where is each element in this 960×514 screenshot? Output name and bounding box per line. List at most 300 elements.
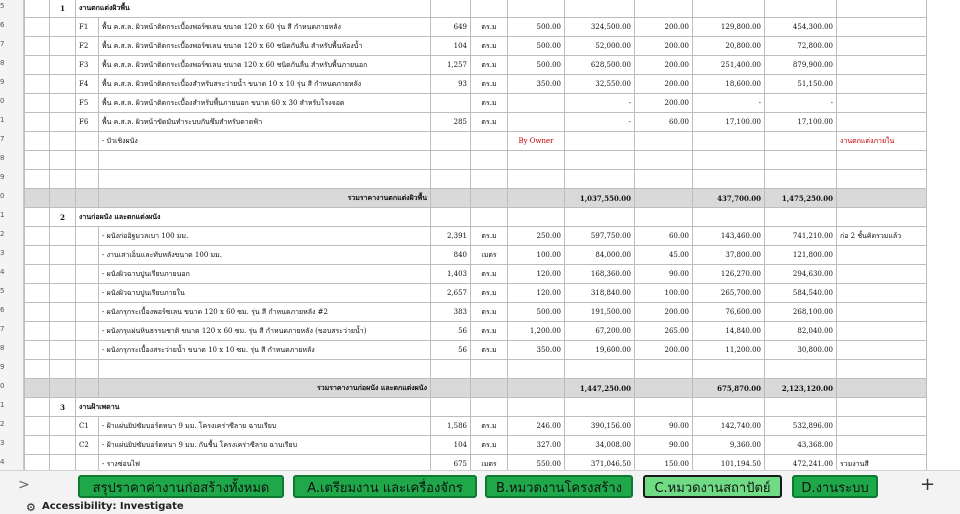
cell[interactable] xyxy=(565,0,635,18)
table-row[interactable] xyxy=(25,94,927,113)
cell[interactable] xyxy=(25,75,50,94)
cell[interactable] xyxy=(431,360,471,379)
row-number[interactable]: 9 xyxy=(0,363,5,371)
item-note[interactable] xyxy=(837,322,927,341)
item-code[interactable] xyxy=(76,284,99,303)
labor-amount[interactable]: 251,400.00 xyxy=(693,56,765,75)
cell[interactable] xyxy=(25,341,50,360)
labor-amount[interactable] xyxy=(693,132,765,151)
cell[interactable] xyxy=(25,37,50,56)
row-number[interactable]: 2 xyxy=(0,420,5,428)
item-unit[interactable]: ตร.ม xyxy=(471,18,508,37)
row-number[interactable]: 3 xyxy=(0,439,5,447)
cell[interactable] xyxy=(76,360,99,379)
accessibility-icon[interactable]: ⚙ xyxy=(26,501,36,514)
cell[interactable] xyxy=(25,436,50,455)
cell[interactable] xyxy=(50,379,76,398)
item-note[interactable] xyxy=(837,75,927,94)
labor-amount[interactable]: 17,100.00 xyxy=(693,113,765,132)
item-note[interactable] xyxy=(837,113,927,132)
material-amount[interactable]: 19,600.00 xyxy=(565,341,635,360)
cell[interactable] xyxy=(25,417,50,436)
item-quantity[interactable]: 104 xyxy=(431,37,471,56)
labor-amount[interactable]: 37,800.00 xyxy=(693,246,765,265)
item-code[interactable] xyxy=(76,132,99,151)
item-description[interactable]: - ผนังกรุกระเบื้องสระว่ายน้ำ ขนาด 10 x 10 ซม. รุ่น สี กำหนดภายหลัง xyxy=(99,341,431,360)
item-description[interactable]: พื้น ค.ส.ล. ผิวหน้าขัดมันทำระบบกันซึมสำหรับดาดฟ้า xyxy=(99,113,431,132)
material-unit-price[interactable]: 500.00 xyxy=(508,303,565,322)
cell[interactable] xyxy=(50,113,76,132)
item-quantity[interactable]: 104 xyxy=(431,436,471,455)
material-amount[interactable] xyxy=(565,132,635,151)
labor-unit-price[interactable]: 200.00 xyxy=(635,56,693,75)
summary-label[interactable]: รวมราคางานก่อผนัง และตกแต่งผนัง xyxy=(99,379,431,398)
item-total[interactable]: 82,040.00 xyxy=(765,322,837,341)
table-row[interactable] xyxy=(25,56,927,75)
material-amount[interactable]: 52,000.00 xyxy=(565,37,635,56)
item-quantity[interactable]: 2,657 xyxy=(431,284,471,303)
cell[interactable] xyxy=(508,398,565,417)
cell[interactable] xyxy=(508,379,565,398)
cell[interactable] xyxy=(635,360,693,379)
item-quantity[interactable]: 1,257 xyxy=(431,56,471,75)
cell[interactable] xyxy=(50,246,76,265)
cell[interactable] xyxy=(25,208,50,227)
material-unit-price[interactable]: By Owner xyxy=(508,132,565,151)
cell[interactable] xyxy=(25,113,50,132)
material-amount[interactable]: 32,550.00 xyxy=(565,75,635,94)
cell[interactable] xyxy=(508,208,565,227)
item-unit[interactable]: เมตร xyxy=(471,455,508,474)
cell[interactable] xyxy=(25,303,50,322)
summary-material-amount[interactable]: 1,037,550.00 xyxy=(565,189,635,208)
item-code[interactable]: C1 xyxy=(76,417,99,436)
item-unit[interactable]: ตร.ม xyxy=(471,341,508,360)
material-amount[interactable]: 191,500.00 xyxy=(565,303,635,322)
tab-structure[interactable]: B.หมวดงานโครงสร้าง xyxy=(485,475,633,498)
item-note[interactable]: ก่อ 2 ชั้นคิดรวมแล้ว xyxy=(837,227,927,246)
item-description[interactable]: พื้น ค.ส.ล. ผิวหน้าติดกระเบื้องสำหรับพื้นภายนอก ขนาด 60 x 30 สำหรับโรงจอด xyxy=(99,94,431,113)
labor-unit-price[interactable]: 60.00 xyxy=(635,227,693,246)
cell[interactable] xyxy=(99,151,431,170)
cell[interactable] xyxy=(25,265,50,284)
labor-amount[interactable]: 129,800.00 xyxy=(693,18,765,37)
table-row[interactable] xyxy=(25,360,927,379)
cell[interactable] xyxy=(50,322,76,341)
row-number[interactable]: 7 xyxy=(0,40,5,48)
item-note[interactable] xyxy=(837,94,927,113)
cell[interactable] xyxy=(635,379,693,398)
cell[interactable] xyxy=(635,170,693,189)
material-unit-price[interactable]: 500.00 xyxy=(508,18,565,37)
cell[interactable] xyxy=(76,189,99,208)
cell[interactable] xyxy=(25,398,50,417)
cell[interactable] xyxy=(635,208,693,227)
labor-amount[interactable]: 11,200.00 xyxy=(693,341,765,360)
material-amount[interactable]: 318,840.00 xyxy=(565,284,635,303)
cell[interactable] xyxy=(837,189,927,208)
summary-row[interactable] xyxy=(25,189,927,208)
row-number[interactable]: 0 xyxy=(0,192,5,200)
item-description[interactable]: - ผนังก่ออิฐมวลเบา 100 มม. xyxy=(99,227,431,246)
item-quantity[interactable] xyxy=(431,132,471,151)
item-total[interactable]: 268,100.00 xyxy=(765,303,837,322)
item-description[interactable]: - ฝ้าแผ่นยิปซัมบอร์ดหนา 9 มม. โครงเคร่าซีลาย ฉาบเรียบ xyxy=(99,417,431,436)
cell[interactable] xyxy=(25,379,50,398)
item-total[interactable]: 72,800.00 xyxy=(765,37,837,56)
item-unit[interactable] xyxy=(471,132,508,151)
material-amount[interactable]: 67,200.00 xyxy=(565,322,635,341)
labor-unit-price[interactable]: 60.00 xyxy=(635,113,693,132)
item-note[interactable]: งานตกแต่งภายใน xyxy=(837,132,927,151)
cost-table[interactable] xyxy=(24,0,927,512)
cell[interactable] xyxy=(50,436,76,455)
cell[interactable] xyxy=(99,360,431,379)
item-description[interactable]: พื้น ค.ส.ล. ผิวหน้าติดกระเบื้องสำหรับสระว่ายน้ำ ขนาด 10 x 10 รุ่น สี กำหนดภายหลัง xyxy=(99,75,431,94)
cell[interactable] xyxy=(50,75,76,94)
row-number[interactable]: 4 xyxy=(0,458,5,466)
cell[interactable] xyxy=(693,170,765,189)
cell[interactable] xyxy=(565,208,635,227)
cell[interactable] xyxy=(837,398,927,417)
labor-amount[interactable]: 142,740.00 xyxy=(693,417,765,436)
cell[interactable] xyxy=(25,189,50,208)
item-quantity[interactable]: 93 xyxy=(431,75,471,94)
table-row[interactable] xyxy=(25,284,927,303)
cell[interactable] xyxy=(837,151,927,170)
row-number[interactable]: 5 xyxy=(0,287,5,295)
cell[interactable] xyxy=(765,0,837,18)
material-unit-price[interactable]: 500.00 xyxy=(508,56,565,75)
labor-amount[interactable]: 18,600.00 xyxy=(693,75,765,94)
row-number[interactable]: 1 xyxy=(0,211,5,219)
item-total[interactable]: 294,630.00 xyxy=(765,265,837,284)
cell[interactable] xyxy=(99,170,431,189)
material-amount[interactable]: 84,000.00 xyxy=(565,246,635,265)
cell[interactable] xyxy=(25,56,50,75)
cell[interactable] xyxy=(25,170,50,189)
cell[interactable] xyxy=(25,246,50,265)
table-row[interactable] xyxy=(25,170,927,189)
cell[interactable] xyxy=(471,208,508,227)
cell[interactable] xyxy=(50,284,76,303)
row-number[interactable]: 5 xyxy=(0,2,5,10)
item-quantity[interactable]: 383 xyxy=(431,303,471,322)
material-amount[interactable]: 597,750.00 xyxy=(565,227,635,246)
labor-unit-price[interactable] xyxy=(635,132,693,151)
item-description[interactable]: - ผนังกรุกระเบื้องพอร์ซเลน ขนาด 120 x 60 ซม. รุ่น สี กำหนดภายหลัง #2 xyxy=(99,303,431,322)
cell[interactable] xyxy=(765,151,837,170)
cell[interactable] xyxy=(50,151,76,170)
item-total[interactable] xyxy=(765,132,837,151)
cell[interactable] xyxy=(50,303,76,322)
cell[interactable] xyxy=(431,379,471,398)
labor-amount[interactable]: 143,460.00 xyxy=(693,227,765,246)
table-row[interactable] xyxy=(25,132,927,151)
cell[interactable] xyxy=(837,360,927,379)
item-description[interactable]: - ผนังผิวฉาบปูนเรียบภายใน xyxy=(99,284,431,303)
table-row[interactable] xyxy=(25,246,927,265)
item-quantity[interactable]: 2,391 xyxy=(431,227,471,246)
item-note[interactable] xyxy=(837,18,927,37)
cell[interactable] xyxy=(765,398,837,417)
item-unit[interactable]: ตร.ม xyxy=(471,113,508,132)
tab-summary[interactable]: สรุปราคาค่างานก่อสร้างทั้งหมด xyxy=(78,475,284,498)
item-quantity[interactable]: 56 xyxy=(431,341,471,360)
cell[interactable] xyxy=(25,151,50,170)
item-unit[interactable]: ตร.ม xyxy=(471,322,508,341)
material-unit-price[interactable]: 100.00 xyxy=(508,246,565,265)
cell[interactable] xyxy=(25,322,50,341)
item-total[interactable]: 741,210.00 xyxy=(765,227,837,246)
labor-amount[interactable]: 14,840.00 xyxy=(693,322,765,341)
item-unit[interactable]: ตร.ม xyxy=(471,417,508,436)
item-quantity[interactable]: 675 xyxy=(431,455,471,474)
cell[interactable] xyxy=(25,0,50,18)
table-row[interactable] xyxy=(25,113,927,132)
cell[interactable] xyxy=(693,208,765,227)
labor-unit-price[interactable]: 90.00 xyxy=(635,265,693,284)
cell[interactable] xyxy=(471,151,508,170)
cell[interactable] xyxy=(431,0,471,18)
item-unit[interactable]: เมตร xyxy=(471,246,508,265)
cell[interactable] xyxy=(471,170,508,189)
row-number[interactable]: 0 xyxy=(0,97,5,105)
material-unit-price[interactable]: 350.00 xyxy=(508,75,565,94)
cell[interactable] xyxy=(25,227,50,246)
section-number[interactable]: 1 xyxy=(50,0,76,18)
item-unit[interactable]: ตร.ม xyxy=(471,265,508,284)
cell[interactable] xyxy=(693,151,765,170)
item-code[interactable]: F6 xyxy=(76,113,99,132)
labor-unit-price[interactable]: 200.00 xyxy=(635,75,693,94)
item-description[interactable]: - ฝ้าแผ่นยิปซัมบอร์ดหนา 9 มม. กันชื้น โครงเคร่าซีลาย ฉาบเรียบ xyxy=(99,436,431,455)
material-amount[interactable]: 168,360.00 xyxy=(565,265,635,284)
item-total[interactable]: 532,896.00 xyxy=(765,417,837,436)
cell[interactable] xyxy=(565,151,635,170)
item-total[interactable]: 472,241.00 xyxy=(765,455,837,474)
summary-material-amount[interactable]: 1,447,250.00 xyxy=(565,379,635,398)
material-unit-price[interactable]: 120.00 xyxy=(508,265,565,284)
item-code[interactable] xyxy=(76,322,99,341)
cell[interactable] xyxy=(837,379,927,398)
material-unit-price[interactable] xyxy=(508,94,565,113)
labor-unit-price[interactable]: 100.00 xyxy=(635,284,693,303)
item-code[interactable] xyxy=(76,341,99,360)
item-total[interactable]: 879,900.00 xyxy=(765,56,837,75)
summary-total[interactable]: 1,475,250.00 xyxy=(765,189,837,208)
summary-labor-amount[interactable]: 675,870.00 xyxy=(693,379,765,398)
material-unit-price[interactable]: 1,200.00 xyxy=(508,322,565,341)
row-number[interactable]: 4 xyxy=(0,268,5,276)
material-unit-price[interactable]: 120.00 xyxy=(508,284,565,303)
cell[interactable] xyxy=(76,379,99,398)
cell[interactable] xyxy=(25,18,50,37)
material-amount[interactable]: 628,500.00 xyxy=(565,56,635,75)
table-row[interactable] xyxy=(25,151,927,170)
row-number[interactable]: 8 xyxy=(0,154,5,162)
row-number[interactable]: 2 xyxy=(0,230,5,238)
item-description[interactable]: - บัวเชิงผนัง xyxy=(99,132,431,151)
row-number[interactable]: 1 xyxy=(0,116,5,124)
cell[interactable] xyxy=(508,360,565,379)
cell[interactable] xyxy=(565,360,635,379)
table-row[interactable] xyxy=(25,322,927,341)
material-unit-price[interactable]: 250.00 xyxy=(508,227,565,246)
section-title[interactable]: งานก่อผนัง และตกแต่งผนัง xyxy=(76,208,431,227)
labor-unit-price[interactable]: 200.00 xyxy=(635,94,693,113)
item-total[interactable]: 454,300.00 xyxy=(765,18,837,37)
row-number[interactable]: 7 xyxy=(0,135,5,143)
item-note[interactable] xyxy=(837,265,927,284)
cell[interactable] xyxy=(50,170,76,189)
cell[interactable] xyxy=(565,170,635,189)
item-code[interactable] xyxy=(76,303,99,322)
material-amount[interactable]: 324,500.00 xyxy=(565,18,635,37)
summary-label[interactable]: รวมราคางานตกแต่งผิวพื้น xyxy=(99,189,431,208)
row-number[interactable]: 8 xyxy=(0,59,5,67)
material-amount[interactable]: 371,046.50 xyxy=(565,455,635,474)
cell[interactable] xyxy=(50,94,76,113)
material-unit-price[interactable]: 246.00 xyxy=(508,417,565,436)
cell[interactable] xyxy=(508,170,565,189)
item-code[interactable]: F3 xyxy=(76,56,99,75)
table-row[interactable] xyxy=(25,18,927,37)
item-description[interactable]: - ผนังกรุแผ่นหินธรรมชาติ ขนาด 120 x 60 ซม. รุ่น สี กำหนดภายหลัง (ขอบสระว่ายน้ำ) xyxy=(99,322,431,341)
item-total[interactable]: 30,800.00 xyxy=(765,341,837,360)
cell[interactable] xyxy=(431,189,471,208)
cell[interactable] xyxy=(693,398,765,417)
plus-icon[interactable]: + xyxy=(920,474,936,495)
cell[interactable] xyxy=(471,360,508,379)
cell[interactable] xyxy=(25,360,50,379)
cell[interactable] xyxy=(50,37,76,56)
row-number[interactable]: 9 xyxy=(0,173,5,181)
cell[interactable] xyxy=(508,0,565,18)
cell[interactable] xyxy=(25,132,50,151)
cell[interactable] xyxy=(431,170,471,189)
material-unit-price[interactable] xyxy=(508,113,565,132)
labor-amount[interactable]: 20,800.00 xyxy=(693,37,765,56)
item-note[interactable] xyxy=(837,37,927,56)
summary-row[interactable] xyxy=(25,379,927,398)
item-unit[interactable]: ตร.ม xyxy=(471,227,508,246)
cell[interactable] xyxy=(765,170,837,189)
row-header-column[interactable] xyxy=(0,0,24,470)
material-unit-price[interactable]: 350.00 xyxy=(508,341,565,360)
tab-systems[interactable]: D.งานระบบ xyxy=(792,475,878,498)
cell[interactable] xyxy=(431,398,471,417)
item-unit[interactable]: ตร.ม xyxy=(471,75,508,94)
item-description[interactable]: พื้น ค.ส.ล. ผิวหน้าติดกระเบื้องพอร์ซเลน ขนาด 120 x 60 ชนิดกันลื่น สำหรับพื้นห้องน้ำ xyxy=(99,37,431,56)
table-row[interactable] xyxy=(25,417,927,436)
item-note[interactable] xyxy=(837,341,927,360)
labor-unit-price[interactable]: 200.00 xyxy=(635,37,693,56)
cell[interactable] xyxy=(50,132,76,151)
item-quantity[interactable]: 840 xyxy=(431,246,471,265)
item-quantity[interactable]: 285 xyxy=(431,113,471,132)
cell[interactable] xyxy=(635,0,693,18)
item-code[interactable]: F4 xyxy=(76,75,99,94)
item-unit[interactable]: ตร.ม xyxy=(471,436,508,455)
accessibility-status[interactable]: Accessibility: Investigate xyxy=(42,501,184,512)
material-unit-price[interactable]: 500.00 xyxy=(508,37,565,56)
labor-unit-price[interactable]: 45.00 xyxy=(635,246,693,265)
cell[interactable] xyxy=(765,360,837,379)
item-code[interactable]: C2 xyxy=(76,436,99,455)
cell[interactable] xyxy=(765,208,837,227)
cell[interactable] xyxy=(837,170,927,189)
item-total[interactable]: 17,100.00 xyxy=(765,113,837,132)
row-number[interactable]: 6 xyxy=(0,306,5,314)
item-description[interactable]: - ผนังผิวฉาบปูนเรียบภายนอก xyxy=(99,265,431,284)
row-number[interactable]: 8 xyxy=(0,344,5,352)
material-unit-price[interactable]: 550.00 xyxy=(508,455,565,474)
item-code[interactable]: F2 xyxy=(76,37,99,56)
summary-total[interactable]: 2,123,120.00 xyxy=(765,379,837,398)
cell[interactable] xyxy=(50,341,76,360)
item-quantity[interactable] xyxy=(431,94,471,113)
table-row[interactable] xyxy=(25,227,927,246)
row-number[interactable]: 0 xyxy=(0,382,5,390)
cell[interactable] xyxy=(50,227,76,246)
cell[interactable] xyxy=(693,0,765,18)
item-total[interactable]: - xyxy=(765,94,837,113)
cell[interactable] xyxy=(635,151,693,170)
cell[interactable] xyxy=(471,379,508,398)
cell[interactable] xyxy=(635,189,693,208)
labor-amount[interactable]: 76,600.00 xyxy=(693,303,765,322)
section-header-row[interactable] xyxy=(25,398,927,417)
item-unit[interactable]: ตร.ม xyxy=(471,94,508,113)
table-row[interactable] xyxy=(25,436,927,455)
labor-unit-price[interactable]: 265.00 xyxy=(635,322,693,341)
cell[interactable] xyxy=(508,189,565,208)
labor-unit-price[interactable]: 200.00 xyxy=(635,303,693,322)
material-amount[interactable]: - xyxy=(565,113,635,132)
cell[interactable] xyxy=(76,151,99,170)
tab-architecture[interactable]: C.หมวดงานสถาปัตย์ xyxy=(643,475,782,498)
table-row[interactable] xyxy=(25,341,927,360)
tab-preparation[interactable]: A.เตรียมงาน และเครื่องจักร xyxy=(293,475,477,498)
row-number[interactable]: 6 xyxy=(0,21,5,29)
labor-amount[interactable]: 126,270.00 xyxy=(693,265,765,284)
cell[interactable] xyxy=(471,398,508,417)
material-unit-price[interactable]: 327.00 xyxy=(508,436,565,455)
item-note[interactable] xyxy=(837,284,927,303)
item-note[interactable] xyxy=(837,436,927,455)
item-note[interactable] xyxy=(837,303,927,322)
labor-amount[interactable]: - xyxy=(693,94,765,113)
labor-amount[interactable]: 265,700.00 xyxy=(693,284,765,303)
item-quantity[interactable]: 1,403 xyxy=(431,265,471,284)
material-amount[interactable]: 390,156.00 xyxy=(565,417,635,436)
section-title[interactable]: งานฝ้าเพดาน xyxy=(76,398,431,417)
item-quantity[interactable]: 56 xyxy=(431,322,471,341)
item-quantity[interactable]: 649 xyxy=(431,18,471,37)
table-row[interactable] xyxy=(25,303,927,322)
labor-unit-price[interactable]: 200.00 xyxy=(635,341,693,360)
item-code[interactable]: F5 xyxy=(76,94,99,113)
item-note[interactable]: รวมงานสี xyxy=(837,455,927,474)
section-title[interactable]: งานตกแต่งผิวพื้น xyxy=(76,0,431,18)
item-total[interactable]: 584,540.00 xyxy=(765,284,837,303)
item-note[interactable] xyxy=(837,56,927,75)
cell[interactable] xyxy=(25,94,50,113)
item-unit[interactable]: ตร.ม xyxy=(471,303,508,322)
cell[interactable] xyxy=(471,0,508,18)
item-total[interactable]: 43,368.00 xyxy=(765,436,837,455)
